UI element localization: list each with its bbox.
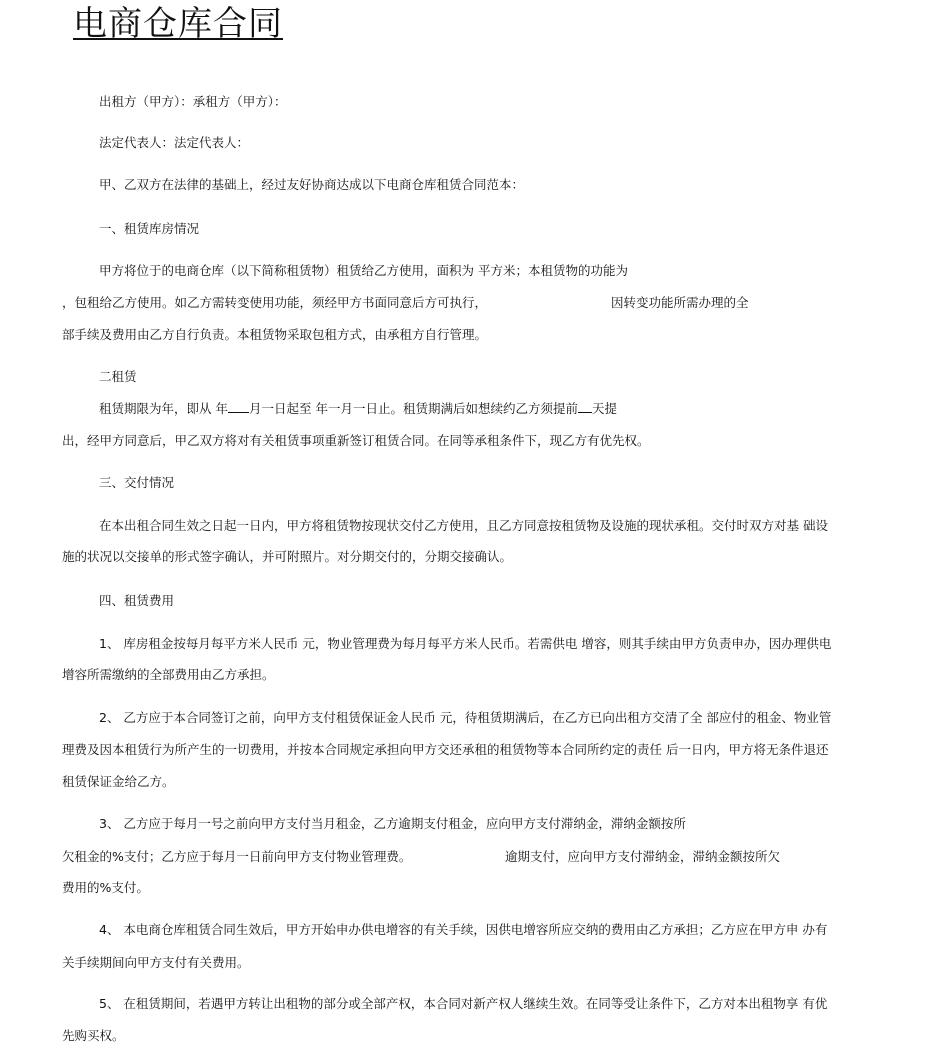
section-1-heading: 一、租赁库房情况 <box>99 221 200 236</box>
intro-paragraph: 甲、乙双方在法律的基础上，经过友好协商达成以下电商仓库租赁合同范本： <box>99 177 525 192</box>
section-1-line-2a: ，包租给乙方使用。如乙方需转变使用功能，须经甲方书面同意后方可执行， <box>62 295 488 310</box>
item-1-line-2: 增容所需缴纳的全部费用由乙方承担。 <box>62 667 275 682</box>
section-2-line-1 <box>99 401 617 417</box>
blank-month <box>228 401 249 413</box>
section-2-heading: 二租赁 <box>99 369 137 384</box>
item-3-line-3: 费用的%支付。 <box>62 880 149 895</box>
section-2-line-1-part-c: 天提 <box>591 401 617 416</box>
section-2-line-1-part-b: 月一日起至 年一月一日止。租赁期满后如想续约乙方须提前 <box>248 401 578 416</box>
section-3-line-1: 在本出租合同生效之日起一日内，甲方将租赁物按现状交付乙方使用，且乙方同意按租赁物及设施的现状承租。交付时双方对基 础设 <box>99 518 828 533</box>
item-3-line-2a: 欠租金的%支付；乙方应于每月一日前向甲方支付物业管理费。 <box>62 849 412 864</box>
item-1-line-1: 1、 库房租金按每月每平方米人民币 元，物业管理费为每月每平方米人民币。若需供电 增容，则其手续由甲方负责申办，因办理供电 <box>99 636 832 651</box>
document-title: 电商仓库合同 <box>73 4 283 44</box>
item-2-line-3: 租赁保证金给乙方。 <box>62 774 175 789</box>
item-3-line-1: 3、 乙方应于每月一号之前向甲方支付当月租金，乙方逾期支付租金，应向甲方支付滞纳金，滞纳金额按所 <box>99 816 686 831</box>
section-3-line-2: 施的状况以交接单的形式签字确认，并可附照片。对分期交付的，分期交接确认。 <box>62 549 513 564</box>
section-2-line-1-part-a: 租赁期限为年，即从 年 <box>99 401 228 416</box>
item-2-line-1: 2、 乙方应于本合同签订之前，向甲方支付租赁保证金人民币 元，待租赁期满后，在乙方已向出租方交清了全 部应付的租金、物业管 <box>99 710 832 725</box>
section-1-line-2b: 因转变功能所需办理的全 <box>611 295 749 310</box>
section-1-line-3: 部手续及费用由乙方自行负责。本租赁物采取包租方式，由承租方自行管理。 <box>62 327 488 342</box>
section-1-line-1: 甲方将位于的电商仓库（以下简称租赁物）租赁给乙方使用，面积为 平方米；本租赁物的功能为 <box>99 263 628 278</box>
section-2-line-2: 出，经甲方同意后，甲乙双方将对有关租赁事项重新签订租赁合同。在同等承租条件下，现乙方有优先权。 <box>62 433 650 448</box>
item-5-line-2: 先购买权。 <box>62 1028 125 1043</box>
section-4-heading: 四、租赁费用 <box>99 593 175 608</box>
blank-days <box>578 401 592 413</box>
item-4-line-1: 4、 本电商仓库租赁合同生效后，甲方开始申办供电增容的有关手续，因供电增容所应交纳的费用由乙方承担；乙方应在甲方申 办有 <box>99 922 828 937</box>
representative-line: 法定代表人：法定代表人： <box>99 135 250 150</box>
section-3-heading: 三、交付情况 <box>99 475 175 490</box>
item-4-line-2: 关手续期间向甲方支付有关费用。 <box>62 955 250 970</box>
item-5-line-1: 5、 在租赁期间，若遇甲方转让出租物的部分或全部产权，本合同对新产权人继续生效。在同等受让条件下，乙方对本出租物享 有优 <box>99 996 828 1011</box>
party-line: 出租方（甲方）：承租方（甲方）： <box>99 94 287 109</box>
item-3-line-2b: 逾期支付，应向甲方支付滞纳金，滞纳金额按所欠 <box>505 849 781 864</box>
item-2-line-2: 理费及因本租赁行为所产生的一切费用，并按本合同规定承担向甲方交还承租的租赁物等本合同所约定的责任 后一日内，甲方将无条件退还 <box>62 742 829 757</box>
